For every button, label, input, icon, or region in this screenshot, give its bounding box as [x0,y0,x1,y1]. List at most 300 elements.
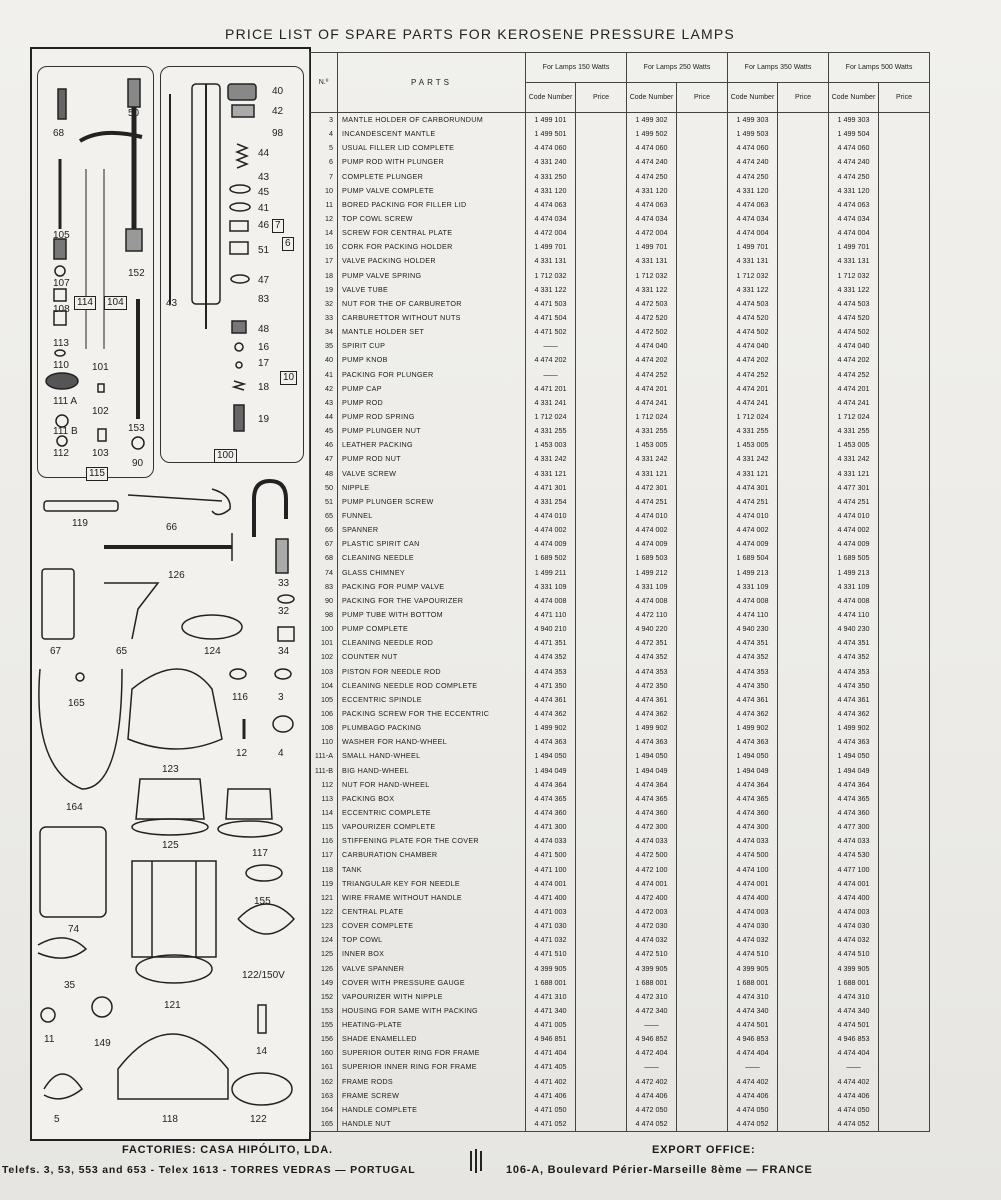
code-150w: 4 471 100 [526,862,576,876]
code-350w: 4 474 406 [728,1089,778,1103]
price-500w [879,127,930,141]
code-350w: 4 474 060 [728,141,778,155]
fig-label: 41 [258,203,270,214]
price-150w [576,679,627,693]
price-250w [677,495,728,509]
price-350w [778,410,829,424]
price-350w [778,155,829,169]
price-350w [778,664,829,678]
price-500w [879,919,930,933]
part-name: CLEANING NEEDLE ROD COMPLETE [338,679,526,693]
table-row [310,155,930,169]
code-350w: 4 474 100 [728,862,778,876]
part-name: PISTON FOR NEEDLE ROD [338,664,526,678]
table-row [310,608,930,622]
code-250w: 4 472 100 [627,862,677,876]
price-350w [778,1075,829,1089]
code-350w: 4 474 351 [728,636,778,650]
part-name: SUPERIOR OUTER RING FOR FRAME [338,1046,526,1060]
code-500w: 4 477 100 [829,862,879,876]
code-350w: —— [728,1060,778,1074]
price-500w [879,509,930,523]
company-logo-icon [463,1148,489,1174]
code-250w: 4 474 353 [627,664,677,678]
part-name: SUPERIOR INNER RING FOR FRAME [338,1060,526,1074]
table-row [310,1046,930,1060]
row-number: 68 [310,551,338,565]
fig-label-boxed: 104 [104,296,127,310]
price-350w [778,438,829,452]
table-row [310,1018,930,1032]
part-name: BORED PACKING FOR FILLER LID [338,198,526,212]
row-number: 74 [310,566,338,580]
fig-label: 90 [132,458,144,469]
price-500w [879,778,930,792]
code-350w: 4 474 400 [728,891,778,905]
price-150w [576,862,627,876]
code-500w: 4 474 252 [829,368,879,382]
fig-label: 122/150V [242,970,285,981]
row-number: 164 [310,1103,338,1117]
code-250w: 4 331 122 [627,283,677,297]
table-row [310,396,930,410]
fig-label: 19 [258,414,270,425]
price-500w [879,693,930,707]
code-250w: 1 688 001 [627,976,677,990]
price-350w [778,806,829,820]
fig-label: 125 [162,840,179,851]
part-name: VALVE SCREW [338,467,526,481]
part-name: USUAL FILLER LID COMPLETE [338,141,526,155]
row-number: 18 [310,269,338,283]
price-150w [576,1103,627,1117]
price-150w [576,806,627,820]
price-350w [778,283,829,297]
code-150w: 1 499 501 [526,127,576,141]
code-500w: 4 331 109 [829,580,879,594]
price-350w [778,622,829,636]
price-150w [576,763,627,777]
fig-label: 65 [116,646,128,657]
price-350w [778,594,829,608]
part-name: FRAME RODS [338,1075,526,1089]
price-subheader: Price [576,83,627,113]
code-500w: 1 499 303 [829,113,879,128]
fig-label: 48 [258,324,270,335]
price-250w [677,778,728,792]
fig-label: 107 [53,278,70,289]
code-500w: 4 474 351 [829,636,879,650]
price-150w [576,566,627,580]
row-number: 106 [310,707,338,721]
code-350w: 4 474 350 [728,679,778,693]
row-number: 43 [310,396,338,410]
price-250w [677,1046,728,1060]
fig-label-boxed: 100 [214,449,237,463]
table-row [310,693,930,707]
code-350w: 4 331 122 [728,283,778,297]
price-150w [576,976,627,990]
price-250w [677,580,728,594]
price-250w [677,467,728,481]
price-250w [677,410,728,424]
price-500w [879,1103,930,1117]
row-number: 51 [310,495,338,509]
table-row [310,1117,930,1132]
code-250w: 1 453 005 [627,438,677,452]
row-number: 161 [310,1060,338,1074]
code-150w: 4 474 360 [526,806,576,820]
code-150w: 4 474 362 [526,707,576,721]
code-150w: 4 474 001 [526,877,576,891]
price-500w [879,664,930,678]
price-250w [677,269,728,283]
price-150w [576,184,627,198]
price-350w [778,452,829,466]
price-250w [677,240,728,254]
price-500w [879,1046,930,1060]
code-150w: 4 331 255 [526,424,576,438]
part-name: VALVE SPANNER [338,961,526,975]
table-row [310,1103,930,1117]
code-350w: 1 499 303 [728,113,778,128]
code-250w: 4 331 109 [627,580,677,594]
price-350w [778,467,829,481]
code-500w: 1 499 902 [829,721,879,735]
code-500w: 4 474 240 [829,155,879,169]
code-350w: 1 688 001 [728,976,778,990]
price-250w [677,891,728,905]
price-150w [576,707,627,721]
code-250w: 1 494 050 [627,749,677,763]
code-350w: 4 474 310 [728,990,778,1004]
code-250w: 4 331 131 [627,254,677,268]
part-name: INNER BOX [338,947,526,961]
code-150w: 4 474 033 [526,834,576,848]
price-500w [879,636,930,650]
code-150w: 4 471 404 [526,1046,576,1060]
price-500w [879,1089,930,1103]
fig-label: 67 [50,646,62,657]
code-500w: 4 474 365 [829,792,879,806]
code-subheader: Code Number [728,83,778,113]
price-150w [576,283,627,297]
code-500w: 1 494 049 [829,763,879,777]
code-350w: 4 474 240 [728,155,778,169]
code-350w: 1 499 503 [728,127,778,141]
row-number: 32 [310,297,338,311]
price-500w [879,1117,930,1132]
code-250w: 4 474 008 [627,594,677,608]
fig-label: 98 [272,128,284,139]
part-name: GLASS CHIMNEY [338,566,526,580]
page-title: PRICE LIST OF SPARE PARTS FOR KEROSENE PRESSURE LAMPS [225,26,735,42]
price-350w [778,311,829,325]
price-500w [879,198,930,212]
fig-label: 101 [92,362,109,373]
price-350w [778,1103,829,1117]
price-350w [778,184,829,198]
part-name: FRAME SCREW [338,1089,526,1103]
price-250w [677,283,728,297]
table-row [310,339,930,353]
part-name: VAPOURIZER WITH NIPPLE [338,990,526,1004]
fig-label: 44 [258,148,270,159]
part-name: PACKING BOX [338,792,526,806]
code-250w: 4 472 402 [627,1075,677,1089]
code-250w: 4 474 033 [627,834,677,848]
code-500w: 4 474 404 [829,1046,879,1060]
row-number: 100 [310,622,338,636]
code-350w: 4 474 362 [728,707,778,721]
row-number: 123 [310,919,338,933]
row-number: 163 [310,1089,338,1103]
fig-label: 126 [168,570,185,581]
code-250w: 4 474 040 [627,339,677,353]
row-number: 162 [310,1075,338,1089]
price-350w [778,707,829,721]
code-250w: 4 331 121 [627,467,677,481]
code-350w: 4 474 009 [728,537,778,551]
table-row [310,283,930,297]
fig-label-boxed: 114 [74,296,96,310]
price-500w [879,155,930,169]
code-500w: 4 474 350 [829,679,879,693]
fig-label: 11 [44,1034,55,1045]
row-number: 116 [310,834,338,848]
price-350w [778,990,829,1004]
code-150w: 4 474 008 [526,594,576,608]
row-number: 7 [310,170,338,184]
row-number: 65 [310,509,338,523]
price-350w [778,495,829,509]
code-350w: 4 474 033 [728,834,778,848]
code-250w: 4 472 004 [627,226,677,240]
price-350w [778,113,829,128]
price-subheader: Price [677,83,728,113]
table-row [310,368,930,382]
table-row [310,452,930,466]
part-name: PUMP COMPLETE [338,622,526,636]
code-150w: 4 331 241 [526,396,576,410]
code-350w: 4 474 301 [728,481,778,495]
price-500w [879,820,930,834]
code-150w: 4 471 310 [526,990,576,1004]
fig-label: 118 [162,1114,178,1125]
code-500w: 4 474 050 [829,1103,879,1117]
table-row [310,297,930,311]
price-500w [879,792,930,806]
part-name: CLEANING NEEDLE [338,551,526,565]
code-subheader: Code Number [526,83,576,113]
part-name: PACKING FOR PUMP VALVE [338,580,526,594]
price-250w [677,806,728,820]
price-500w [879,537,930,551]
part-name: PLASTIC SPIRIT CAN [338,537,526,551]
code-250w: 4 472 502 [627,325,677,339]
row-number: 46 [310,438,338,452]
code-150w: 4 471 201 [526,382,576,396]
table-row [310,467,930,481]
price-250w [677,339,728,353]
price-500w [879,311,930,325]
fig-label-boxed: 10 [280,371,297,385]
code-350w: 4 474 034 [728,212,778,226]
code-250w: 4 474 361 [627,693,677,707]
part-name: TANK [338,862,526,876]
fig-label: 121 [164,1000,181,1011]
code-350w: 4 474 052 [728,1117,778,1132]
code-350w: 4 474 202 [728,353,778,367]
fig-label: 149 [94,1038,111,1049]
code-250w: 4 472 003 [627,905,677,919]
price-350w [778,848,829,862]
row-number: 19 [310,283,338,297]
factories-address: Telefs. 3, 53, 553 and 653 - Telex 1613 - TORRES VEDRAS — PORTUGAL [2,1164,416,1176]
price-500w [879,891,930,905]
code-250w: 4 472 350 [627,679,677,693]
code-250w: 4 474 363 [627,735,677,749]
row-number: 122 [310,905,338,919]
price-250w [677,947,728,961]
price-350w [778,368,829,382]
code-150w: 4 471 502 [526,325,576,339]
table-row [310,933,930,947]
part-name: HANDLE NUT [338,1117,526,1132]
table-row [310,184,930,198]
code-250w: 4 472 510 [627,947,677,961]
price-350w [778,947,829,961]
table-row [310,636,930,650]
price-500w [879,834,930,848]
row-number: 105 [310,693,338,707]
lamp-group-header: For Lamps 350 Watts [728,53,829,83]
table-row [310,254,930,268]
code-250w: 4 474 010 [627,509,677,523]
part-name: PUMP ROD NUT [338,452,526,466]
code-150w: 4 474 009 [526,537,576,551]
code-250w: 4 331 255 [627,424,677,438]
price-500w [879,339,930,353]
price-350w [778,240,829,254]
row-number: 115 [310,820,338,834]
price-250w [677,1032,728,1046]
table-row [310,226,930,240]
row-number: 114 [310,806,338,820]
table-row [310,170,930,184]
price-350w [778,339,829,353]
code-500w: 4 474 052 [829,1117,879,1132]
table-row [310,976,930,990]
table-row [310,877,930,891]
price-500w [879,424,930,438]
code-500w: 4 474 501 [829,1018,879,1032]
row-number: 12 [310,212,338,226]
code-500w: 4 474 009 [829,537,879,551]
price-150w [576,919,627,933]
code-500w: 4 477 301 [829,481,879,495]
fig-label: 108 [53,304,70,315]
code-250w: 4 474 241 [627,396,677,410]
price-150w [576,198,627,212]
price-150w [576,452,627,466]
part-name: PUMP ROD SPRING [338,410,526,424]
code-350w: 4 474 360 [728,806,778,820]
code-500w: 4 474 352 [829,650,879,664]
code-350w: 1 494 049 [728,763,778,777]
code-150w: 4 474 034 [526,212,576,226]
part-name: COVER COMPLETE [338,919,526,933]
code-250w: 1 494 049 [627,763,677,777]
price-350w [778,933,829,947]
price-500w [879,650,930,664]
price-250w [677,707,728,721]
code-500w: 1 688 001 [829,976,879,990]
part-name: PUMP PLUNGER NUT [338,424,526,438]
table-row [310,735,930,749]
price-500w [879,749,930,763]
price-500w [879,877,930,891]
code-500w: 4 474 362 [829,707,879,721]
price-500w [879,990,930,1004]
code-150w: 4 471 052 [526,1117,576,1132]
price-150w [576,1032,627,1046]
table-row [310,240,930,254]
code-350w: 4 474 008 [728,594,778,608]
row-number: 102 [310,650,338,664]
col-no-header: N.º [310,53,338,113]
code-150w: —— [526,339,576,353]
code-350w: 4 474 110 [728,608,778,622]
price-150w [576,212,627,226]
code-500w: 4 331 121 [829,467,879,481]
price-150w [576,155,627,169]
price-350w [778,721,829,735]
part-name: LEATHER PACKING [338,438,526,452]
table-row [310,311,930,325]
fig-label: 17 [258,358,270,369]
code-150w: 4 471 503 [526,297,576,311]
price-250w [677,905,728,919]
code-150w: 1 689 502 [526,551,576,565]
table-row [310,353,930,367]
code-150w: 4 471 300 [526,820,576,834]
code-150w: 4 331 242 [526,452,576,466]
code-500w: 4 946 853 [829,1032,879,1046]
price-150w [576,537,627,551]
price-150w [576,1117,627,1132]
code-150w: 4 946 851 [526,1032,576,1046]
price-350w [778,650,829,664]
code-350w: 4 331 242 [728,452,778,466]
table-row [310,509,930,523]
table-row [310,622,930,636]
lamp-group-header: For Lamps 250 Watts [627,53,728,83]
col-parts-header: PARTS [338,53,526,113]
price-500w [879,368,930,382]
fig-label: 123 [162,764,179,775]
code-350w: 4 474 501 [728,1018,778,1032]
part-name: TRIANGULAR KEY FOR NEEDLE [338,877,526,891]
price-350w [778,509,829,523]
price-250w [677,537,728,551]
row-number: 40 [310,353,338,367]
price-150w [576,311,627,325]
parts-price-table [309,52,930,1132]
price-500w [879,325,930,339]
price-150w [576,1004,627,1018]
table-row [310,778,930,792]
